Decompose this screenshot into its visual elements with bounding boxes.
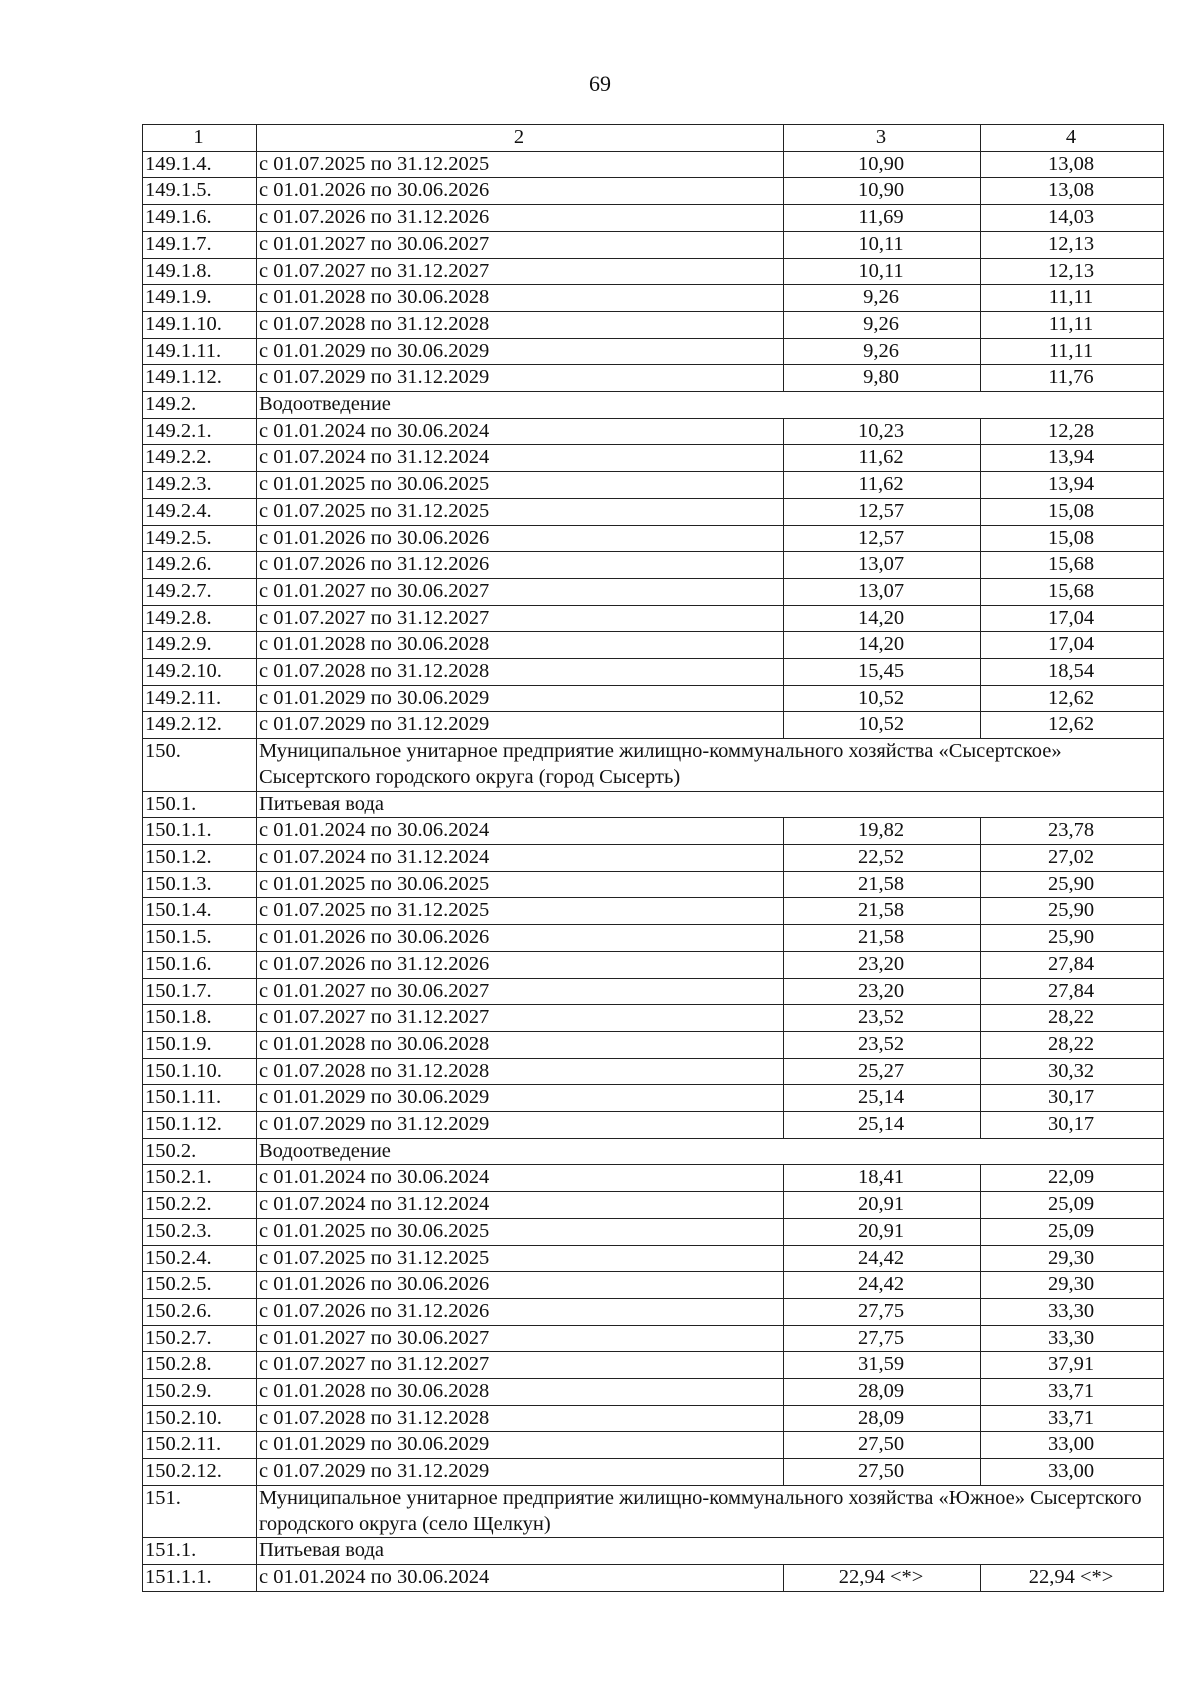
period-cell: с 01.01.2029 по 30.06.2029: [257, 338, 784, 365]
row-number-cell: 150.1.4.: [143, 898, 257, 925]
row-number-cell: 150.2.2.: [143, 1192, 257, 1219]
period-cell: с 01.07.2028 по 31.12.2028: [257, 1405, 784, 1432]
row-number-cell: 150.1.8.: [143, 1005, 257, 1032]
table-row: [143, 205, 1164, 232]
row-number-cell: 149.2.12.: [143, 712, 257, 739]
row-number-cell: 150.1.11.: [143, 1085, 257, 1112]
table-row: [143, 445, 1164, 472]
period-cell: с 01.07.2027 по 31.12.2027: [257, 605, 784, 632]
tariff-value-cell: 19,82: [784, 818, 981, 845]
period-cell: с 01.01.2024 по 30.06.2024: [257, 418, 784, 445]
period-cell: с 01.07.2026 по 31.12.2026: [257, 205, 784, 232]
tariff-value-cell: 27,75: [784, 1298, 981, 1325]
tariff-vat-value-cell: 13,08: [981, 151, 1164, 178]
tariff-vat-value-cell: 18,54: [981, 659, 1164, 686]
table-row: [143, 1459, 1164, 1486]
period-cell: с 01.07.2027 по 31.12.2027: [257, 258, 784, 285]
tariff-vat-value-cell: 15,08: [981, 525, 1164, 552]
tariff-value-cell: 21,58: [784, 871, 981, 898]
tariff-vat-value-cell: 11,76: [981, 365, 1164, 392]
table-row: [143, 1405, 1164, 1432]
row-number-cell: 149.2.: [143, 392, 257, 419]
table-row: [143, 178, 1164, 205]
period-cell: с 01.07.2024 по 31.12.2024: [257, 445, 784, 472]
period-cell: с 01.01.2028 по 30.06.2028: [257, 1031, 784, 1058]
tariff-vat-value-cell: 33,30: [981, 1298, 1164, 1325]
period-cell: с 01.07.2027 по 31.12.2027: [257, 1005, 784, 1032]
tariff-vat-value-cell: 11,11: [981, 338, 1164, 365]
table-row: [143, 365, 1164, 392]
row-number-cell: 149.1.8.: [143, 258, 257, 285]
table-row: [143, 1352, 1164, 1379]
row-number-cell: 150.1.2.: [143, 844, 257, 871]
table-row: [143, 1298, 1164, 1325]
table-row: [143, 1432, 1164, 1459]
row-number-cell: 149.2.11.: [143, 685, 257, 712]
period-cell: с 01.01.2028 по 30.06.2028: [257, 632, 784, 659]
tariff-vat-value-cell: 29,30: [981, 1245, 1164, 1272]
tariff-value-cell: 25,27: [784, 1058, 981, 1085]
period-cell: с 01.01.2027 по 30.06.2027: [257, 1325, 784, 1352]
row-number-cell: 149.2.9.: [143, 632, 257, 659]
period-cell: с 01.01.2028 по 30.06.2028: [257, 285, 784, 312]
tariff-vat-value-cell: 12,62: [981, 712, 1164, 739]
tariff-vat-value-cell: 25,09: [981, 1218, 1164, 1245]
tariff-value-cell: 9,80: [784, 365, 981, 392]
tariff-vat-value-cell: 13,94: [981, 445, 1164, 472]
organization-row: [143, 739, 1164, 791]
table-row: [143, 1058, 1164, 1085]
organization-name-cell: Муниципальное унитарное предприятие жилищно-коммунального хозяйства «Южное» Сысертского городского округа (село Щелкун): [257, 1485, 1164, 1537]
table-row: [143, 685, 1164, 712]
tariff-value-cell: 23,52: [784, 1005, 981, 1032]
tariff-vat-value-cell: 27,84: [981, 951, 1164, 978]
tariff-value-cell: 11,69: [784, 205, 981, 232]
row-number-cell: 149.2.7.: [143, 578, 257, 605]
period-cell: с 01.07.2024 по 31.12.2024: [257, 844, 784, 871]
period-cell: с 01.07.2026 по 31.12.2026: [257, 1298, 784, 1325]
tariff-vat-value-cell: 11,11: [981, 285, 1164, 312]
row-number-cell: 149.2.10.: [143, 659, 257, 686]
tariff-value-cell: 18,41: [784, 1165, 981, 1192]
tariff-vat-value-cell: 17,04: [981, 632, 1164, 659]
tariff-vat-value-cell: 37,91: [981, 1352, 1164, 1379]
tariff-value-cell: 27,50: [784, 1432, 981, 1459]
tariff-vat-value-cell: 25,09: [981, 1192, 1164, 1219]
row-number-cell: 149.1.5.: [143, 178, 257, 205]
row-number-cell: 149.2.6.: [143, 552, 257, 579]
tariff-vat-value-cell: 12,62: [981, 685, 1164, 712]
tariff-value-cell: 12,57: [784, 525, 981, 552]
row-number-cell: 150.: [143, 739, 257, 791]
tariff-vat-value-cell: 33,71: [981, 1405, 1164, 1432]
row-number-cell: 149.2.3.: [143, 472, 257, 499]
row-number-cell: 149.1.11.: [143, 338, 257, 365]
tariff-value-cell: 13,07: [784, 552, 981, 579]
organization-row: [143, 1485, 1164, 1537]
table-row: [143, 258, 1164, 285]
period-cell: с 01.07.2025 по 31.12.2025: [257, 898, 784, 925]
tariff-vat-value-cell: 15,68: [981, 552, 1164, 579]
tariff-table: [142, 124, 1164, 1592]
tariff-vat-value-cell: 28,22: [981, 1031, 1164, 1058]
table-row: [143, 1005, 1164, 1032]
tariff-vat-value-cell: 23,78: [981, 818, 1164, 845]
tariff-value-cell: 14,20: [784, 605, 981, 632]
table-row: [143, 338, 1164, 365]
tariff-value-cell: 21,58: [784, 898, 981, 925]
tariff-value-cell: 9,26: [784, 285, 981, 312]
row-number-cell: 150.2.8.: [143, 1352, 257, 1379]
table-row: [143, 1112, 1164, 1139]
row-number-cell: 149.1.4.: [143, 151, 257, 178]
row-number-cell: 150.1.1.: [143, 818, 257, 845]
period-cell: с 01.01.2026 по 30.06.2026: [257, 1272, 784, 1299]
tariff-vat-value-cell: 12,28: [981, 418, 1164, 445]
period-cell: с 01.01.2026 по 30.06.2026: [257, 525, 784, 552]
row-number-cell: 149.2.4.: [143, 498, 257, 525]
tariff-vat-value-cell: 27,84: [981, 978, 1164, 1005]
tariff-vat-value-cell: 33,00: [981, 1459, 1164, 1486]
tariff-vat-value-cell: 25,90: [981, 925, 1164, 952]
tariff-vat-value-cell: 11,11: [981, 311, 1164, 338]
row-number-cell: 150.2.12.: [143, 1459, 257, 1486]
tariff-vat-value-cell: 30,32: [981, 1058, 1164, 1085]
row-number-cell: 151.1.1.: [143, 1564, 257, 1591]
table-row: [143, 472, 1164, 499]
period-cell: с 01.07.2025 по 31.12.2025: [257, 1245, 784, 1272]
header-cell: 3: [784, 125, 981, 152]
tariff-value-cell: 24,42: [784, 1245, 981, 1272]
tariff-table-body: [143, 125, 1164, 1592]
period-cell: с 01.01.2029 по 30.06.2029: [257, 1432, 784, 1459]
tariff-value-cell: 20,91: [784, 1218, 981, 1245]
row-number-cell: 149.1.7.: [143, 231, 257, 258]
row-number-cell: 150.1.9.: [143, 1031, 257, 1058]
table-row: [143, 605, 1164, 632]
section-row: [143, 791, 1164, 818]
tariff-value-cell: 31,59: [784, 1352, 981, 1379]
period-cell: с 01.07.2029 по 31.12.2029: [257, 1459, 784, 1486]
table-row: [143, 978, 1164, 1005]
row-number-cell: 151.1.: [143, 1538, 257, 1565]
row-number-cell: 149.1.12.: [143, 365, 257, 392]
row-number-cell: 151.: [143, 1485, 257, 1537]
tariff-value-cell: 10,90: [784, 151, 981, 178]
section-title-cell: Водоотведение: [257, 1138, 1164, 1165]
tariff-value-cell: 27,50: [784, 1459, 981, 1486]
tariff-value-cell: 15,45: [784, 659, 981, 686]
tariff-value-cell: 11,62: [784, 472, 981, 499]
table-row: [143, 1218, 1164, 1245]
row-number-cell: 150.1.7.: [143, 978, 257, 1005]
row-number-cell: 150.1.3.: [143, 871, 257, 898]
table-row: [143, 871, 1164, 898]
tariff-vat-value-cell: 13,08: [981, 178, 1164, 205]
row-number-cell: 150.1.6.: [143, 951, 257, 978]
tariff-vat-value-cell: 15,08: [981, 498, 1164, 525]
tariff-vat-value-cell: 33,00: [981, 1432, 1164, 1459]
tariff-value-cell: 22,94 <*>: [784, 1564, 981, 1591]
period-cell: с 01.01.2029 по 30.06.2029: [257, 685, 784, 712]
tariff-vat-value-cell: 28,22: [981, 1005, 1164, 1032]
section-title-cell: Питьевая вода: [257, 791, 1164, 818]
table-row: [143, 1165, 1164, 1192]
tariff-value-cell: 10,52: [784, 685, 981, 712]
row-number-cell: 150.2.6.: [143, 1298, 257, 1325]
tariff-value-cell: 11,62: [784, 445, 981, 472]
row-number-cell: 150.1.10.: [143, 1058, 257, 1085]
row-number-cell: 149.2.5.: [143, 525, 257, 552]
table-row: [143, 498, 1164, 525]
tariff-value-cell: 23,20: [784, 951, 981, 978]
period-cell: с 01.01.2027 по 30.06.2027: [257, 578, 784, 605]
section-row: [143, 1538, 1164, 1565]
table-row: [143, 844, 1164, 871]
tariff-value-cell: 23,20: [784, 978, 981, 1005]
period-cell: с 01.01.2024 по 30.06.2024: [257, 1564, 784, 1591]
tariff-vat-value-cell: 22,09: [981, 1165, 1164, 1192]
tariff-value-cell: 14,20: [784, 632, 981, 659]
page-number: 69: [589, 71, 611, 96]
table-row: [143, 659, 1164, 686]
organization-name-cell: Муниципальное унитарное предприятие жилищно-коммунального хозяйства «Сысертское» Сысертского городского округа (город Сысерть): [257, 739, 1164, 791]
tariff-value-cell: 12,57: [784, 498, 981, 525]
period-cell: с 01.07.2029 по 31.12.2029: [257, 365, 784, 392]
tariff-vat-value-cell: 30,17: [981, 1085, 1164, 1112]
table-row: [143, 632, 1164, 659]
table-header-row: [143, 125, 1164, 152]
tariff-value-cell: 9,26: [784, 338, 981, 365]
header-cell: 4: [981, 125, 1164, 152]
tariff-value-cell: 10,52: [784, 712, 981, 739]
tariff-value-cell: 21,58: [784, 925, 981, 952]
table-row: [143, 311, 1164, 338]
table-row: [143, 525, 1164, 552]
table-row: [143, 578, 1164, 605]
tariff-value-cell: 25,14: [784, 1085, 981, 1112]
table-row: [143, 818, 1164, 845]
row-number-cell: 149.2.8.: [143, 605, 257, 632]
tariff-vat-value-cell: 14,03: [981, 205, 1164, 232]
table-row: [143, 151, 1164, 178]
table-row: [143, 231, 1164, 258]
tariff-vat-value-cell: 13,94: [981, 472, 1164, 499]
row-number-cell: 150.2.10.: [143, 1405, 257, 1432]
row-number-cell: 150.1.5.: [143, 925, 257, 952]
tariff-value-cell: 28,09: [784, 1405, 981, 1432]
tariff-value-cell: 23,52: [784, 1031, 981, 1058]
row-number-cell: 149.2.1.: [143, 418, 257, 445]
row-number-cell: 149.1.10.: [143, 311, 257, 338]
row-number-cell: 150.2.4.: [143, 1245, 257, 1272]
tariff-vat-value-cell: 27,02: [981, 844, 1164, 871]
section-title-cell: Водоотведение: [257, 392, 1164, 419]
period-cell: с 01.01.2029 по 30.06.2029: [257, 1085, 784, 1112]
table-row: [143, 418, 1164, 445]
row-number-cell: 150.1.12.: [143, 1112, 257, 1139]
table-row: [143, 285, 1164, 312]
row-number-cell: 150.2.: [143, 1138, 257, 1165]
tariff-vat-value-cell: 12,13: [981, 258, 1164, 285]
period-cell: с 01.07.2027 по 31.12.2027: [257, 1352, 784, 1379]
tariff-value-cell: 13,07: [784, 578, 981, 605]
tariff-value-cell: 25,14: [784, 1112, 981, 1139]
period-cell: с 01.07.2028 по 31.12.2028: [257, 1058, 784, 1085]
tariff-vat-value-cell: 25,90: [981, 871, 1164, 898]
tariff-vat-value-cell: 17,04: [981, 605, 1164, 632]
tariff-vat-value-cell: 33,30: [981, 1325, 1164, 1352]
tariff-vat-value-cell: 15,68: [981, 578, 1164, 605]
tariff-value-cell: 20,91: [784, 1192, 981, 1219]
tariff-vat-value-cell: 33,71: [981, 1379, 1164, 1406]
tariff-value-cell: 10,11: [784, 231, 981, 258]
table-row: [143, 898, 1164, 925]
period-cell: с 01.07.2028 по 31.12.2028: [257, 311, 784, 338]
period-cell: с 01.01.2027 по 30.06.2027: [257, 978, 784, 1005]
period-cell: с 01.07.2025 по 31.12.2025: [257, 151, 784, 178]
tariff-value-cell: 27,75: [784, 1325, 981, 1352]
tariff-value-cell: 10,90: [784, 178, 981, 205]
table-row: [143, 1379, 1164, 1406]
table-row: [143, 1085, 1164, 1112]
tariff-vat-value-cell: 29,30: [981, 1272, 1164, 1299]
table-row: [143, 1325, 1164, 1352]
tariff-vat-value-cell: 22,94 <*>: [981, 1564, 1164, 1591]
period-cell: с 01.01.2026 по 30.06.2026: [257, 925, 784, 952]
table-row: [143, 1192, 1164, 1219]
period-cell: с 01.01.2028 по 30.06.2028: [257, 1379, 784, 1406]
row-number-cell: 150.2.3.: [143, 1218, 257, 1245]
table-row: [143, 1031, 1164, 1058]
tariff-vat-value-cell: 30,17: [981, 1112, 1164, 1139]
row-number-cell: 150.1.: [143, 791, 257, 818]
section-row: [143, 1138, 1164, 1165]
row-number-cell: 150.2.7.: [143, 1325, 257, 1352]
row-number-cell: 150.2.11.: [143, 1432, 257, 1459]
tariff-vat-value-cell: 25,90: [981, 898, 1164, 925]
period-cell: с 01.07.2029 по 31.12.2029: [257, 1112, 784, 1139]
header-cell: 1: [143, 125, 257, 152]
table-row: [143, 1245, 1164, 1272]
period-cell: с 01.01.2026 по 30.06.2026: [257, 178, 784, 205]
tariff-value-cell: 10,11: [784, 258, 981, 285]
tariff-value-cell: 9,26: [784, 311, 981, 338]
period-cell: с 01.07.2029 по 31.12.2029: [257, 712, 784, 739]
section-title-cell: Питьевая вода: [257, 1538, 1164, 1565]
tariff-vat-value-cell: 12,13: [981, 231, 1164, 258]
period-cell: с 01.01.2025 по 30.06.2025: [257, 472, 784, 499]
period-cell: с 01.07.2024 по 31.12.2024: [257, 1192, 784, 1219]
period-cell: с 01.01.2025 по 30.06.2025: [257, 1218, 784, 1245]
tariff-value-cell: 28,09: [784, 1379, 981, 1406]
row-number-cell: 149.1.9.: [143, 285, 257, 312]
period-cell: с 01.07.2026 по 31.12.2026: [257, 552, 784, 579]
row-number-cell: 149.2.2.: [143, 445, 257, 472]
table-row: [143, 1272, 1164, 1299]
row-number-cell: 150.2.9.: [143, 1379, 257, 1406]
period-cell: с 01.01.2024 по 30.06.2024: [257, 1165, 784, 1192]
table-row: [143, 925, 1164, 952]
row-number-cell: 150.2.1.: [143, 1165, 257, 1192]
header-cell: 2: [257, 125, 784, 152]
table-row: [143, 1564, 1164, 1591]
period-cell: с 01.07.2025 по 31.12.2025: [257, 498, 784, 525]
period-cell: с 01.01.2024 по 30.06.2024: [257, 818, 784, 845]
period-cell: с 01.01.2027 по 30.06.2027: [257, 231, 784, 258]
tariff-value-cell: 24,42: [784, 1272, 981, 1299]
row-number-cell: 150.2.5.: [143, 1272, 257, 1299]
table-row: [143, 951, 1164, 978]
table-row: [143, 712, 1164, 739]
tariff-value-cell: 22,52: [784, 844, 981, 871]
period-cell: с 01.07.2028 по 31.12.2028: [257, 659, 784, 686]
tariff-value-cell: 10,23: [784, 418, 981, 445]
row-number-cell: 149.1.6.: [143, 205, 257, 232]
table-row: [143, 552, 1164, 579]
period-cell: с 01.01.2025 по 30.06.2025: [257, 871, 784, 898]
section-row: [143, 392, 1164, 419]
period-cell: с 01.07.2026 по 31.12.2026: [257, 951, 784, 978]
